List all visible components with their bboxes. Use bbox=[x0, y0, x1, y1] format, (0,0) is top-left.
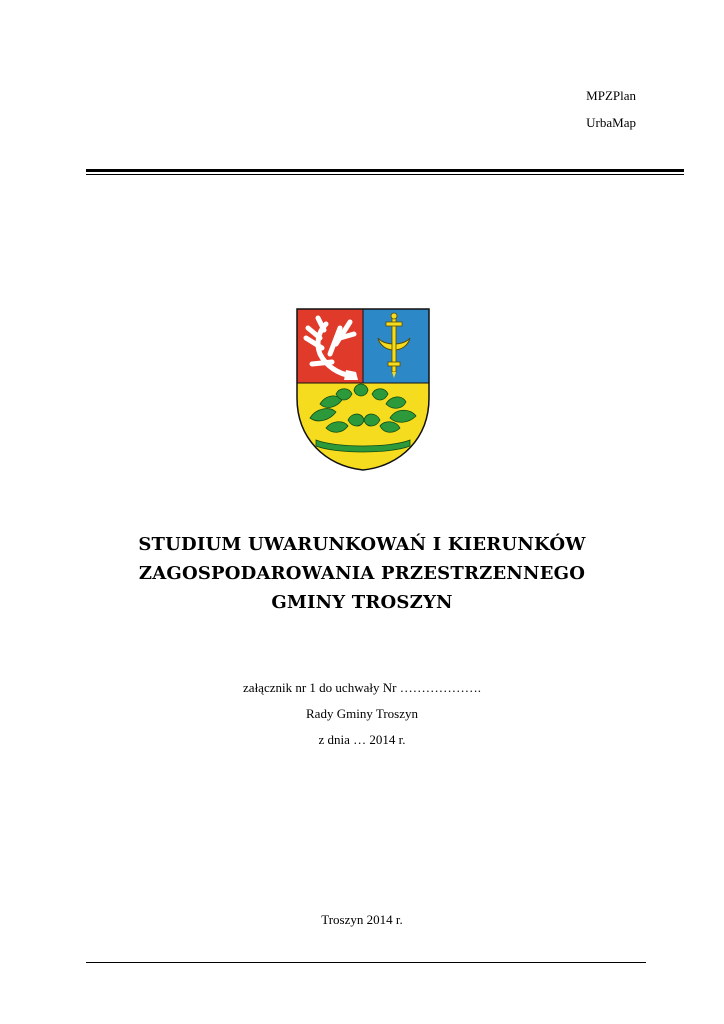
header-divider-thick bbox=[86, 169, 684, 172]
yellow-field bbox=[296, 383, 430, 471]
company-name-mpzplan: MPZPlan bbox=[586, 88, 636, 103]
header-divider-thin bbox=[86, 174, 684, 175]
document-title-line-3: GMINY TROSZYN bbox=[271, 592, 453, 613]
council-name: Rady Gminy Troszyn bbox=[306, 706, 418, 721]
header-divider bbox=[86, 169, 684, 175]
footer-divider bbox=[86, 962, 646, 963]
company-name-urbamap: UrbaMap bbox=[586, 115, 636, 130]
resolution-date: z dnia … 2014 r. bbox=[318, 732, 406, 747]
place-and-year: Troszyn 2014 r. bbox=[321, 912, 403, 927]
document-title-line-2: ZAGOSPODAROWANIA PRZESTRZENNEGO bbox=[138, 563, 586, 584]
attachment-note: załącznik nr 1 do uchwały Nr ………………. bbox=[243, 680, 481, 695]
coat-of-arms-icon bbox=[296, 308, 430, 471]
document-title-line-1: STUDIUM UWARUNKOWAŃ I KIERUNKÓW bbox=[138, 534, 586, 555]
